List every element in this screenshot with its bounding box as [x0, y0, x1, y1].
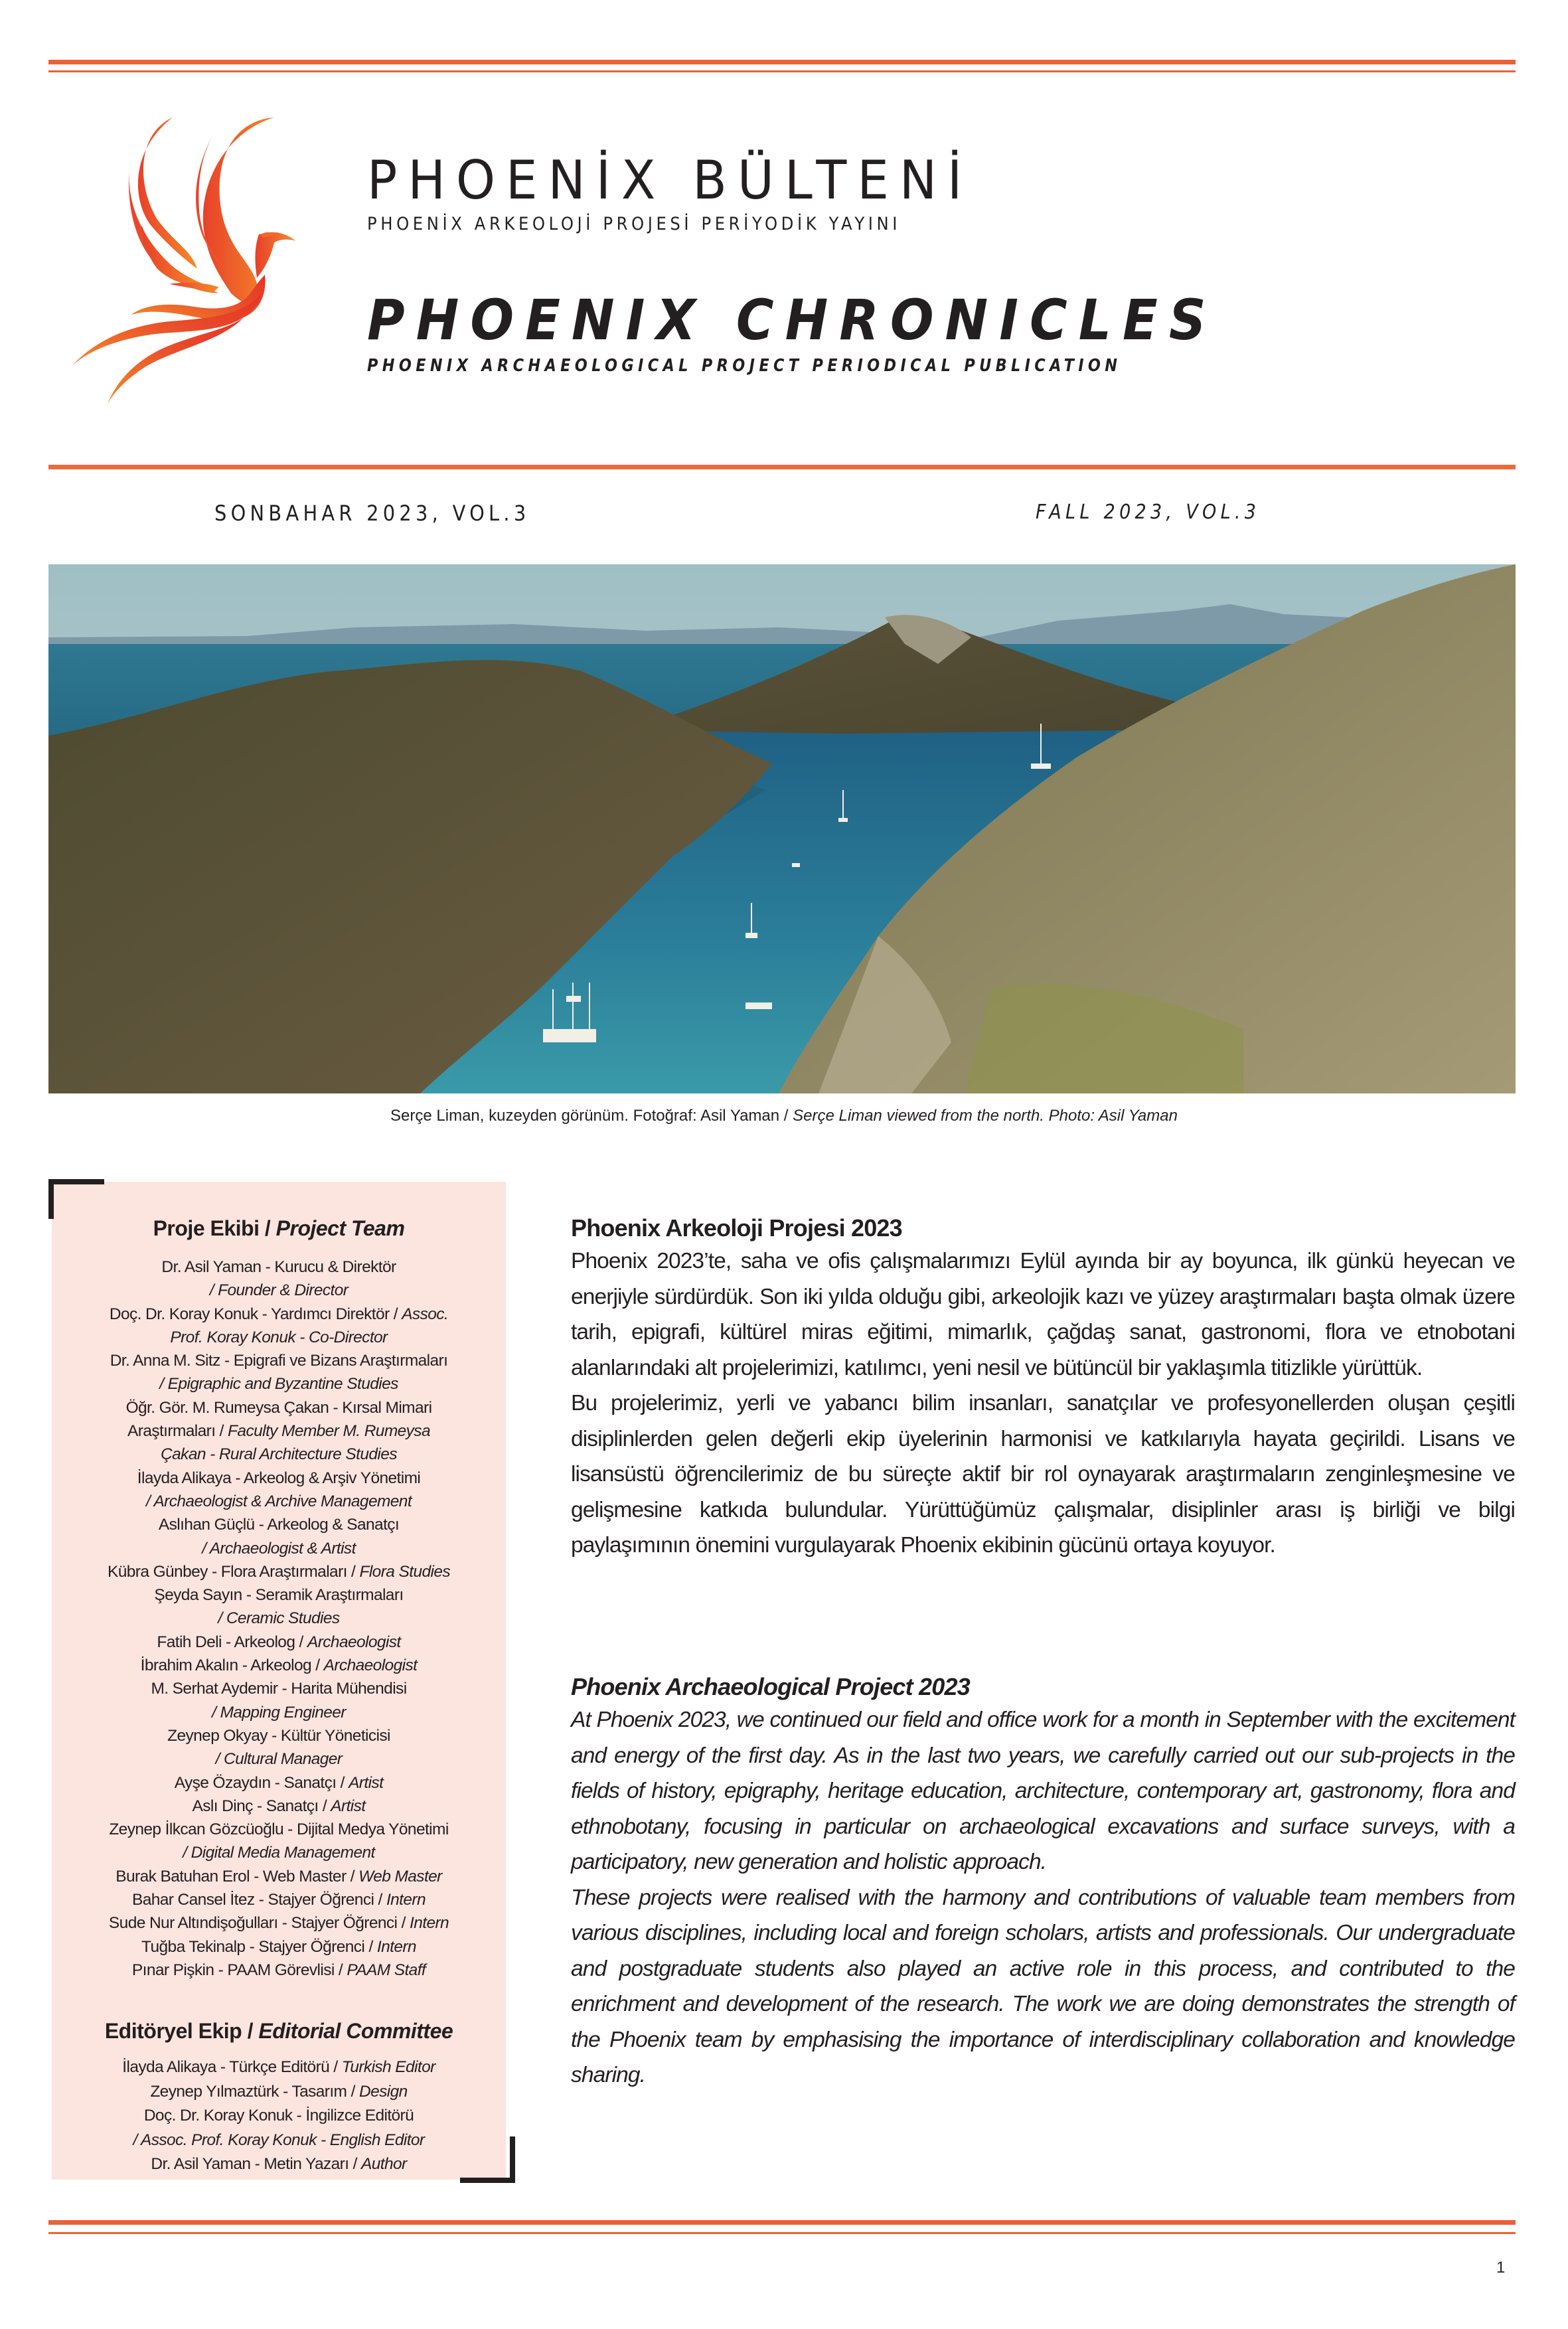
footer-rule-thin [48, 2232, 1516, 2234]
team-member-line: Aslıhan Güçlü - Arkeolog & Sanatçı [158, 1516, 400, 1534]
cover-photo [48, 564, 1516, 1093]
team-member-line: / Cultural Manager [215, 1750, 343, 1769]
phoenix-bird-icon [58, 108, 317, 419]
header-rule-thick [48, 60, 1516, 64]
article-title-en: Phoenix Archaeological Project 2023 [571, 1673, 970, 1700]
project-team-heading [52, 1182, 506, 1241]
corner-bracket-bottom-right [510, 2136, 515, 2183]
newsletter-subtitle-en: PHOENIX ARCHAEOLOGICAL PROJECT PERIODICAL PUBLICATION [367, 356, 1122, 376]
article-paragraph: These projects were realised with the harmony and contributions of valuable team members from various disciplines, including local and foreign scholars, artists and professionals. Our undergraduate and postgraduate students also played an active role in this process, and contributed to the enrichment and development of the research. The work we are doing demonstrates the strength of the Phoenix team by emphasising the importance of interdisciplinary collaboration and knowledge sharing. [571, 1885, 1515, 2087]
team-member-line: / Ceramic Studies [218, 1609, 340, 1628]
article-english [571, 1672, 1515, 2093]
team-member-line: Çakan - Rural Architecture Studies [161, 1445, 397, 1464]
team-member-line: / Founder & Director [209, 1281, 349, 1300]
footer-rule-thick [48, 2220, 1516, 2225]
photo-caption [0, 1107, 1568, 1125]
editorial-committee-heading [52, 1982, 506, 2044]
team-member-line: İbrahim Akalın - Arkeolog / Archaeologist [140, 1656, 418, 1675]
article-turkish [571, 1213, 1515, 1564]
team-member-line: Fatih Deli - Arkeolog / Archaeologist [157, 1633, 401, 1651]
team-sidebar [52, 1182, 506, 2177]
project-team-heading-tr: Proje Ekibi / [153, 1216, 276, 1240]
team-member-line: / Assoc. Prof. Koray Konuk - English Editor [133, 2130, 425, 2149]
team-member-line: Kübra Günbey - Flora Araştırmaları / Flora Studies [107, 1562, 451, 1581]
team-member-line: Araştırmaları / Faculty Member M. Rumeysa [127, 1422, 430, 1441]
issue-label-en: FALL 2023, VOL.3 [1036, 501, 1261, 524]
issue-label-tr: SONBAHAR 2023, VOL.3 [214, 501, 530, 526]
team-member-line: Dr. Anna M. Sitz - Epigrafi ve Bizans Araştırmaları [110, 1352, 448, 1370]
team-member-line: Zeynep İlkcan Gözcüoğlu - Dijital Medya Yönetimi [109, 1820, 449, 1839]
photo-caption-tr: Serçe Liman, kuzeyden görünüm. Fotoğraf: Asil Yaman / [390, 1107, 793, 1125]
team-member-line: / Epigraphic and Byzantine Studies [159, 1375, 398, 1394]
team-member-line: Sude Nur Altındişoğulları - Stajyer Öğrenci / Intern [108, 1914, 449, 1933]
project-team-list [52, 1255, 506, 1982]
corner-bracket-bottom-right [460, 2178, 515, 2183]
page-number: 1 [1496, 2259, 1506, 2277]
newsletter-subtitle-tr: PHOENİX ARKEOLOJİ PROJESİ PERİYODİK YAYINI [367, 214, 902, 234]
team-member-line: İlayda Alikaya - Arkeolog & Arşiv Yönetimi [137, 1469, 421, 1487]
article-paragraph: At Phoenix 2023, we continued our field and office work for a month in September with the excitement and energy of the first day. As in the last two years, we carefully carried out our sub-projects in the fields of history, epigraphy, heritage education, architecture, contemporary art, gastronomy, flora and ethnobotany, focusing in particular on archaeological excavations and surface surveys, with a participatory, new generation and holistic approach. [571, 1708, 1515, 1874]
team-member-line: Aslı Dinç - Sanatçı / Artist [192, 1797, 366, 1815]
header-rule-thin [48, 70, 1516, 72]
newsletter-title-en: PHOENIX CHRONICLES [367, 287, 1217, 353]
team-member-line: İlayda Alikaya - Türkçe Editörü / Turkish Editor [122, 2058, 435, 2077]
article-paragraph: Bu projelerimiz, yerli ve yabancı bilim insanları, sanatçılar ve profesyonellerden oluşan çeşitli disiplinlerden gelen değerli ekip üyelerinin harmonisi ve katkılarıyla hayata geçirildi. Lisans ve lisansüstü öğrencilerimiz de bu süreçte aktif bir rol oynayarak araştırmaların zenginleşmesine ve gelişmesine katkıda bulundular. Yürüttüğümüz çalışmalar, disiplinler arası iş birliği ve bilgi paylaşımının önemini vurgulayarak Phoenix ekibinin gücünü ortaya koyuyor. [571, 1391, 1515, 1558]
team-member-line: Pınar Pişkin - PAAM Görevlisi / PAAM Staff [131, 1961, 426, 1979]
team-member-line: Öğr. Gör. M. Rumeysa Çakan - Kırsal Mimari [125, 1398, 432, 1417]
team-member-line: / Archaeologist & Artist [202, 1539, 356, 1558]
team-member-line: Burak Batuhan Erol - Web Master / Web Master [116, 1867, 442, 1886]
team-member-line: M. Serhat Aydemir - Harita Mühendisi [151, 1680, 407, 1698]
team-member-line: / Mapping Engineer [212, 1703, 346, 1722]
team-member-line: Bahar Cansel İtez - Stajyer Öğrenci / Intern [131, 1891, 426, 1909]
team-member-line: Doç. Dr. Koray Konuk - İngilizce Editörü [143, 2107, 414, 2125]
team-member-line: Doç. Dr. Koray Konuk - Yardımcı Direktör / Assoc. [109, 1305, 449, 1323]
article-paragraph: Phoenix 2023’te, saha ve ofis çalışmalarımızı Eylül ayında bir ay boyunca, ilk günkü heyecan ve enerjiyle sürdürdük. Son iki yılda olduğu gibi, arkeolojik kazı ve yüzey araştırmaları başta olmak üzere tarih, epigrafi, kültürel miras eğitimi, mimarlık, çağdaş sanat, gastronomi, flora ve etnobotani alanlarındaki alt projelerimizi, katılımcı, yeni nesil ve bütüncül bir yaklaşımla titizlikle yürüttük. [571, 1249, 1515, 1380]
team-member-line: Şeyda Sayın - Seramik Araştırmaları [154, 1586, 404, 1605]
photo-caption-en: Serçe Liman viewed from the north. Photo: Asil Yaman [793, 1107, 1178, 1125]
team-member-line: Dr. Asil Yaman - Metin Yazarı / Author [151, 2155, 407, 2174]
editorial-heading-en: Editorial Committee [258, 2019, 453, 2044]
editorial-committee-list [52, 2055, 506, 2177]
editorial-heading-tr: Editöryel Ekip / [104, 2019, 259, 2044]
team-member-line: Ayşe Özaydın - Sanatçı / Artist [174, 1773, 384, 1792]
team-member-line: Dr. Asil Yaman - Kurucu & Direktör [161, 1258, 396, 1276]
team-member-line: / Digital Media Management [183, 1844, 375, 1862]
newsletter-title-tr: PHOENİX BÜLTENİ [367, 149, 973, 211]
article-title-tr: Phoenix Arkeoloji Projesi 2023 [571, 1214, 902, 1242]
team-member-line: Zeynep Okyay - Kültür Yöneticisi [167, 1726, 390, 1745]
team-member-line: / Archaeologist & Archive Management [145, 1492, 412, 1510]
team-member-line: Zeynep Yılmaztürk - Tasarım / Design [150, 2082, 408, 2101]
project-team-heading-en: Project Team [275, 1216, 405, 1240]
team-member-line: Tuğba Tekinalp - Stajyer Öğrenci / Intern [141, 1937, 416, 1956]
team-member-line: Prof. Koray Konuk - Co-Director [170, 1328, 388, 1346]
header-divider [48, 465, 1516, 469]
